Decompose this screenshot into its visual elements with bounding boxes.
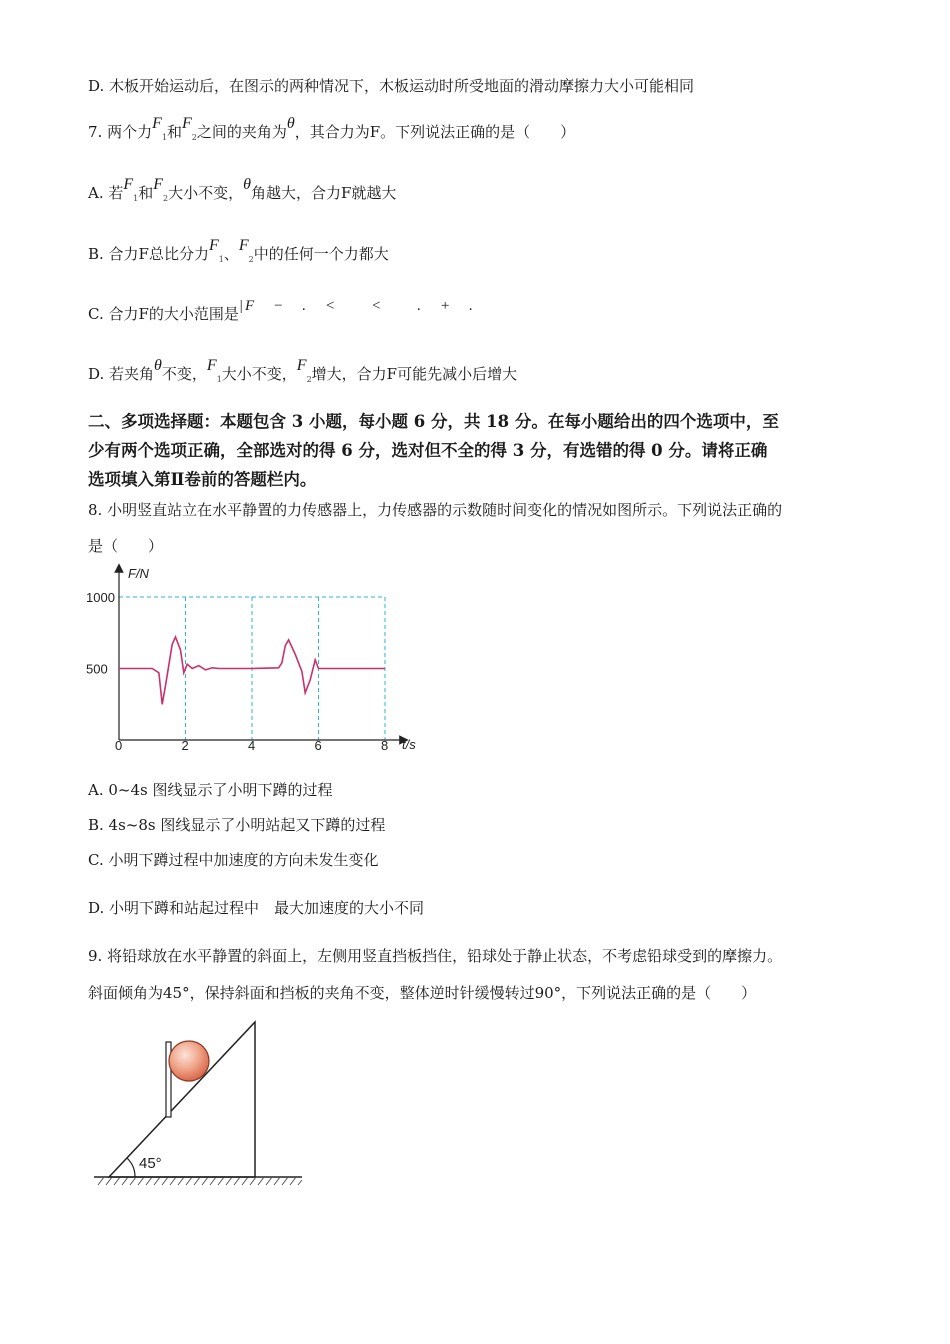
- q7-and: 和: [166, 123, 182, 141]
- x-tick-label: 4: [248, 738, 256, 753]
- theta-symbol: θ: [286, 115, 295, 132]
- y-tick-label: 500: [86, 661, 108, 677]
- y-tick-label: 1000: [86, 590, 115, 605]
- x-axis-label: t/s: [402, 737, 416, 752]
- q7-stem-prefix: 7. 两个力: [88, 123, 153, 141]
- force-symbol: F: [153, 176, 164, 193]
- q7-option-b-prefix: B. 合力F总比分力: [88, 245, 209, 263]
- q8-option-d: D. 小明下蹲和站起过程中 最大加速度的大小不同: [88, 899, 425, 917]
- q7-option-c-prefix: C. 合力F的大小范围是: [88, 305, 239, 323]
- q7-option-a: A. 若$F_1$和$F_2$大小不变，θ角越大，合力F就越大: [88, 176, 397, 203]
- q7-option-c: [88, 298, 475, 325]
- x-tick-label: 8: [381, 738, 389, 753]
- angle-arc: [127, 1158, 135, 1177]
- section2-line2: 少有两个选项正确，全部选对的得 6 分，选对但不全的得 3 分，有选错的得 0 分。请将正确: [88, 441, 768, 460]
- force-symbol: F: [181, 115, 192, 132]
- force-symbol: F: [296, 357, 307, 374]
- ground-hatching: [98, 1177, 302, 1185]
- q8-option-a: A. 0~4s 图线显示了小明下蹲的过程: [88, 781, 333, 799]
- q7-option-a-suffix: 角越大，合力F就越大: [251, 184, 397, 202]
- x-tick-label: 2: [181, 738, 189, 753]
- q7-option-d-mid2: 大小不变，: [221, 365, 297, 383]
- x-tick-label: 0: [115, 738, 123, 753]
- q9-stem-line2: 斜面倾角为45°，保持斜面和挡板的夹角不变，整体逆时针缓慢转过90°，下列说法正确的是（ ）: [88, 984, 757, 1002]
- force-symbol: F: [238, 237, 249, 254]
- lead-ball: [169, 1041, 209, 1081]
- q9-stem-line1: 9. 将铅球放在水平静置的斜面上，左侧用竖直挡板挡住，铅球处于静止状态，不考虑铅球受到的摩擦力。: [88, 947, 783, 965]
- force-symbol: F: [206, 357, 217, 374]
- q7-option-a-mid: 大小不变，: [168, 184, 244, 202]
- theta-symbol: θ: [243, 176, 252, 193]
- q7-stem-mid: 之间的夹角为: [196, 123, 287, 141]
- incline-diagram: [90, 1015, 305, 1195]
- force-symbol: F: [152, 115, 162, 132]
- x-tick-label: 6: [314, 738, 322, 753]
- q8-option-b: B. 4s~8s 图线显示了小明站起又下蹲的过程: [88, 816, 386, 834]
- q8-stem-line1: 8. 小明竖直站立在水平静置的力传感器上，力传感器的示数随时间变化的情况如图所示。下列说法正确的: [88, 501, 783, 519]
- force-symbol: F: [123, 176, 134, 193]
- section2-line1: 二、多项选择题：本题包含 3 小题，每小题 6 分，共 18 分。在每小题给出的四个选项中，至: [88, 412, 779, 431]
- y-axis-label: F/N: [128, 566, 149, 581]
- q6-option-d: D. 木板开始运动后，在图示的两种情况下，木板运动时所受地面的滑动摩擦力大小可能相同: [88, 77, 695, 95]
- q7-option-b-suffix: 中的任何一个力都大: [253, 245, 389, 263]
- q8-stem-line2: 是（ ）: [88, 537, 164, 555]
- q7-option-b-sep: 、: [223, 245, 239, 263]
- q7-and: 和: [138, 184, 154, 202]
- q7-stem: 7. 两个力$F_1$和$F_2$之间的夹角为θ，其合力为F。下列说法正确的是（ ）: [88, 115, 576, 142]
- q7-option-d-prefix: D. 若夹角: [88, 365, 155, 383]
- force-symbol: F: [208, 237, 219, 254]
- angle-label: 45°: [139, 1155, 162, 1172]
- force-time-chart: [86, 560, 426, 756]
- q8-option-c: C. 小明下蹲过程中加速度的方向未发生变化: [88, 851, 379, 869]
- q7-option-c-expression: |F − . < < . + .: [238, 298, 475, 314]
- q7-option-d-mid1: 不变，: [161, 365, 207, 383]
- theta-symbol: θ: [154, 357, 162, 374]
- q7-option-b: B. 合力F总比分力$F_1$、$F_2$中的任何一个力都大: [88, 237, 389, 264]
- section2-line3: 选项填入第Ⅱ卷前的答题栏内。: [88, 470, 317, 489]
- q7-option-a-prefix: A. 若: [88, 184, 124, 202]
- q7-option-d-suffix: 增大，合力F可能先减小后增大: [311, 365, 518, 383]
- q7-option-d: D. 若夹角θ不变，$F_1$大小不变，$F_2$增大，合力F可能先减小后增大: [88, 357, 518, 384]
- q7-stem-suffix: ，其合力为F。下列说法正确的是（ ）: [294, 123, 576, 141]
